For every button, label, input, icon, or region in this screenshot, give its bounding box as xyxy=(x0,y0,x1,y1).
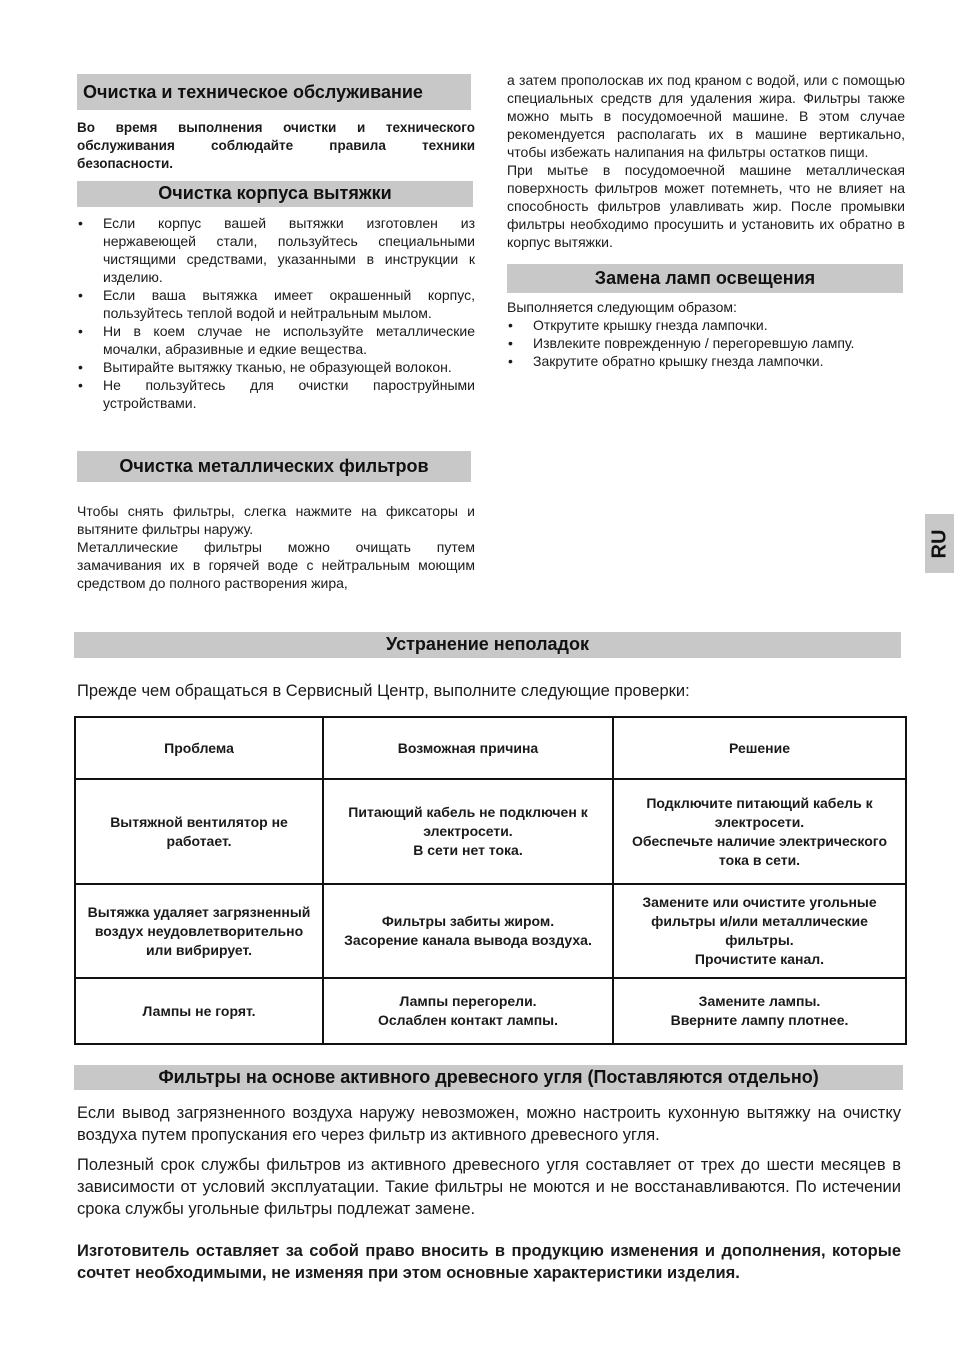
list-item: • Открутите крышку гнезда лампочки. xyxy=(507,316,855,334)
filters-paragraph-2: Металлические фильтры можно очищать путем замачивания их в горячей воде с нейтральным моющим средством до полного растворения жира, xyxy=(77,539,475,591)
language-tab-label: RU xyxy=(928,529,950,558)
metal-filters-heading: Очистка металлических фильтров xyxy=(77,451,471,482)
body-cleaning-list xyxy=(77,214,475,412)
manufacturer-disclaimer: Изготовитель оставляет за собой право вносить в продукцию изменения и дополнения, которые сочтет необходимыми, не изменяя при этом основные характеристики изделия. xyxy=(77,1242,901,1282)
carbon-paragraph-1: Если вывод загрязненного воздуха наружу невозможен, можно настроить кухонную вытяжку на очистку воздуха путем пропускания его через фильтр из активного древесного угля. xyxy=(77,1104,901,1144)
cleaning-heading: Очистка и техническое обслуживание xyxy=(77,74,471,110)
solution-cell: Подключите питающий кабель к электросети. Обеспечьте наличие электрического тока в сети. xyxy=(613,779,906,884)
troubleshooting-table xyxy=(74,716,907,1045)
safety-warning: Во время выполнения очистки и технического обслуживания соблюдайте правила техники безопасности. xyxy=(77,120,475,171)
left-column xyxy=(77,74,475,412)
list-item: • Не пользуйтесь для очистки пароструйными устройствами. xyxy=(77,376,475,412)
lamps-heading: Замена ламп освещения xyxy=(507,264,903,293)
list-item: • Если ваша вытяжка имеет окрашенный корпус, пользуйтесь теплой водой и нейтральным мылом. xyxy=(77,286,475,322)
list-item: • Извлеките поврежденную / перегоревшую лампу. xyxy=(507,334,855,352)
column-header: Возможная причина xyxy=(323,717,613,779)
troubleshooting-intro: Прежде чем обращаться в Сервисный Центр, выполните следующие проверки: xyxy=(77,682,690,700)
lamps-steps-list xyxy=(507,316,855,370)
list-item: • Закрутите обратно крышку гнезда лампочки. xyxy=(507,352,855,370)
right-column xyxy=(507,71,905,370)
cause-cell: Питающий кабель не подключен к электросети. В сети нет тока. xyxy=(323,779,613,884)
table-row xyxy=(75,779,906,884)
problem-cell: Вытяжной вентилятор не работает. xyxy=(75,779,323,884)
carbon-paragraph-2: Полезный срок службы фильтров из активного древесного угля составляет от трех до шести месяцев в зависимости от условий эксплуатации. Такие фильтры не моются и не восстанавливаются. По истечении срока службы угольные фильтры подлежат замене. xyxy=(77,1156,901,1218)
table-row xyxy=(75,884,906,978)
table-row xyxy=(75,978,906,1044)
problem-cell: Лампы не горят. xyxy=(75,978,323,1044)
column-header: Решение xyxy=(613,717,906,779)
metal-filters-text xyxy=(77,502,475,592)
column-header: Проблема xyxy=(75,717,323,779)
troubleshooting-heading: Устранение неполадок xyxy=(74,632,901,658)
filters-paragraph-1: Чтобы снять фильтры, слегка нажмите на фиксаторы и вытяните фильтры наружу. xyxy=(77,503,475,537)
list-item: • Ни в коем случае не используйте металлические мочалки, абразивные и едкие вещества. xyxy=(77,322,475,358)
cause-cell: Фильтры забиты жиром. Засорение канала вывода воздуха. xyxy=(323,884,613,978)
solution-cell: Замените лампы. Вверните лампу плотнее. xyxy=(613,978,906,1044)
carbon-filters-text xyxy=(77,1102,901,1284)
solution-cell: Замените или очистите угольные фильтры и/или металлические фильтры. Прочистите канал. xyxy=(613,884,906,978)
problem-cell: Вытяжка удаляет загрязненный воздух неудовлетворительно или вибрирует. xyxy=(75,884,323,978)
list-item: • Если корпус вашей вытяжки изготовлен из нержавеющей стали, пользуйтесь специальными чистящими средствами, указанными в инструкции к изделию. xyxy=(77,214,475,286)
table-header-row xyxy=(75,717,906,779)
list-item: • Вытирайте вытяжку тканью, не образующей волокон. xyxy=(77,358,475,376)
continuation-paragraph-2: При мытье в посудомоечной машине металлическая поверхность фильтров может потемнеть, что не влияет на способность фильтров улавливать жир. После промывки фильтры необходимо просушить и установить их обратно в корпус вытяжки. xyxy=(507,162,905,250)
language-tab xyxy=(925,514,954,573)
lamps-intro: Выполняется следующим образом: xyxy=(507,299,737,315)
cause-cell: Лампы перегорели. Ослаблен контакт лампы. xyxy=(323,978,613,1044)
continuation-paragraph-1: а затем прополоскав их под краном с водой, или с помощью специальных средств для удаления жира. Фильтры также можно мыть в посудомоечной машине. В этом случае рекомендуется располагать их в машине вертикально, чтобы избежать налипания на фильтры остатков пищи. xyxy=(507,72,905,160)
body-cleaning-heading: Очистка корпуса вытяжки xyxy=(77,181,473,207)
carbon-filters-heading: Фильтры на основе активного древесного угля (Поставляются отдельно) xyxy=(74,1065,903,1090)
